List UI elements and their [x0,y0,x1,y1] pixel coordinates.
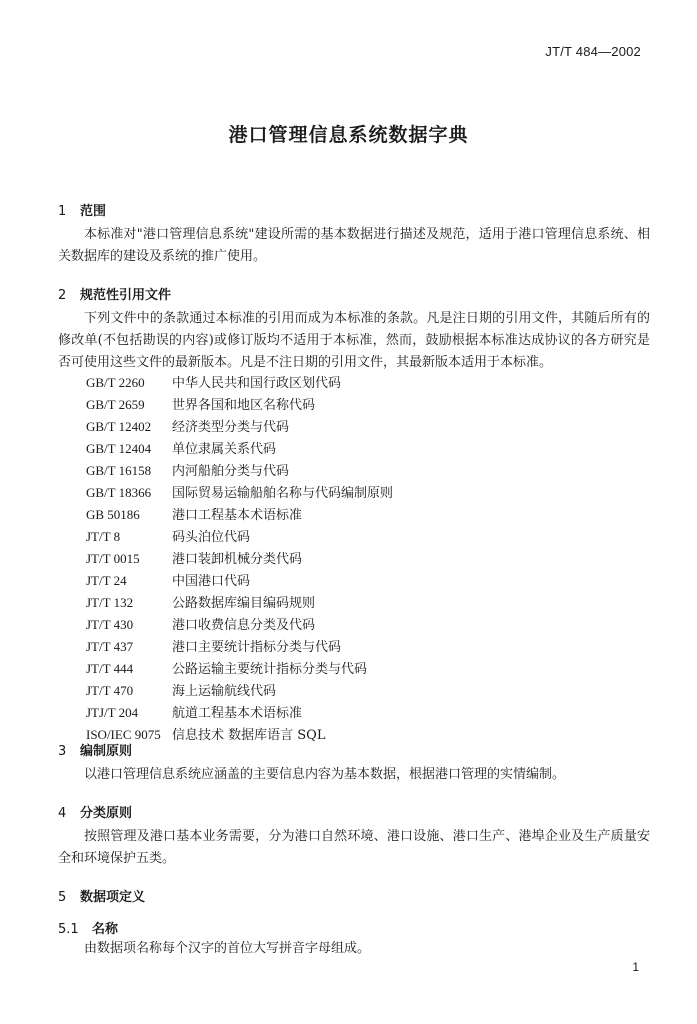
reference-item [86,460,393,482]
reference-name: 中国港口代码 [172,574,251,589]
section-5-1-paragraph: 由数据项名称每个汉字的首位大写拼音字母组成。 [84,941,371,956]
section-1-paragraph: 本标准对"港口管理信息系统"建设所需的基本数据进行描述及规范，适用于港口管理信息系统、相关数据库的建设及系统的推广使用。 [58,227,650,264]
reference-code: JT/T 0015 [86,551,140,566]
reference-name: 单位隶属关系代码 [172,442,277,457]
reference-item [86,680,393,702]
section-4-paragraph: 按照管理及港口基本业务需要，分为港口自然环境、港口设施、港口生产、港埠企业及生产质量安全和环境保护五类。 [58,829,650,866]
reference-name: 港口主要统计指标分类与代码 [172,640,342,655]
section-3-heading [58,740,132,759]
reference-name: 航道工程基本术语标准 [172,706,303,721]
reference-code: GB/T 18366 [86,485,152,500]
reference-name: 国际贸易运输船舶名称与代码编制原则 [172,486,394,501]
reference-item [86,526,393,548]
reference-code: GB/T 2260 [86,375,145,390]
section-number: 1 [58,204,67,219]
reference-code: JT/T 24 [86,573,127,588]
reference-name: 经济类型分类与代码 [172,420,290,435]
reference-code: GB/T 12402 [86,419,152,434]
reference-item [86,592,393,614]
reference-item [86,482,393,504]
section-title: 分类原则 [80,806,133,821]
reference-code: GB/T 2659 [86,397,145,412]
page-number: 1 [632,960,639,974]
reference-code: JT/T 444 [86,661,134,676]
reference-item [86,504,393,526]
reference-name: 港口收费信息分类及代码 [172,618,316,633]
reference-name: 海上运输航线代码 [172,684,277,699]
document-title: 港口管理信息系统数据字典 [228,124,469,146]
reference-item [86,702,393,724]
reference-code: GB 50186 [86,507,140,522]
section-2-heading [58,284,171,303]
reference-name: 港口工程基本术语标准 [172,508,303,523]
reference-item [86,636,393,658]
section-title: 名称 [92,922,119,937]
reference-code: JT/T 470 [86,683,134,698]
reference-item [86,394,393,416]
reference-code: GB/T 12404 [86,441,152,456]
reference-code: JT/T 132 [86,595,134,610]
reference-list [86,372,393,746]
reference-name: 公路运输主要统计指标分类与代码 [172,662,368,677]
section-title: 数据项定义 [80,890,146,905]
section-number: 3 [58,744,67,759]
section-3-paragraph: 以港口管理信息系统应涵盖的主要信息内容为基本数据，根据港口管理的实情编制。 [84,767,566,782]
reference-code: ISO/IEC 9075 [86,727,161,742]
reference-item [86,438,393,460]
reference-code: JT/T 437 [86,639,134,654]
section-title: 范围 [80,204,107,219]
reference-name: 世界各国和地区名称代码 [172,398,316,413]
reference-name: 内河船舶分类与代码 [172,464,290,479]
reference-item [86,570,393,592]
reference-code: JTJ/T 204 [86,705,139,720]
reference-item [86,658,393,680]
section-2-paragraph: 下列文件中的条款通过本标准的引用而成为本标准的条款。凡是注日期的引用文件，其随后所有的修改单(不包括勘误的内容)或修订版均不适用于本标准，然而，鼓励根据本标准达成协议的各方研究是否可使用这些文件的最新版本。凡是不注日期的引用文件，其最新版本适用于本标准。 [58,311,650,370]
section-title: 规范性引用文件 [80,288,172,303]
section-4-heading [58,802,132,821]
standard-code: JT/T 484—2002 [545,44,641,59]
reference-name: 信息技术 数据库语言 SQL [172,728,326,743]
reference-code: JT/T 430 [86,617,134,632]
reference-item [86,724,393,746]
reference-item [86,416,393,438]
section-1-heading [58,200,106,219]
section-number: 2 [58,288,67,303]
section-5-1-heading [58,918,118,937]
section-number: 5.1 [58,922,79,937]
reference-name: 公路数据库编目编码规则 [172,596,316,611]
reference-name: 港口装卸机械分类代码 [172,552,303,567]
reference-name: 中华人民共和国行政区划代码 [172,376,342,391]
reference-code: GB/T 16158 [86,463,152,478]
reference-item [86,372,393,394]
section-5-heading [58,886,145,905]
section-title: 编制原则 [80,744,133,759]
section-number: 4 [58,806,67,821]
section-number: 5 [58,890,67,905]
reference-code: JT/T 8 [86,529,121,544]
reference-item [86,548,393,570]
reference-item [86,614,393,636]
reference-name: 码头泊位代码 [172,530,251,545]
